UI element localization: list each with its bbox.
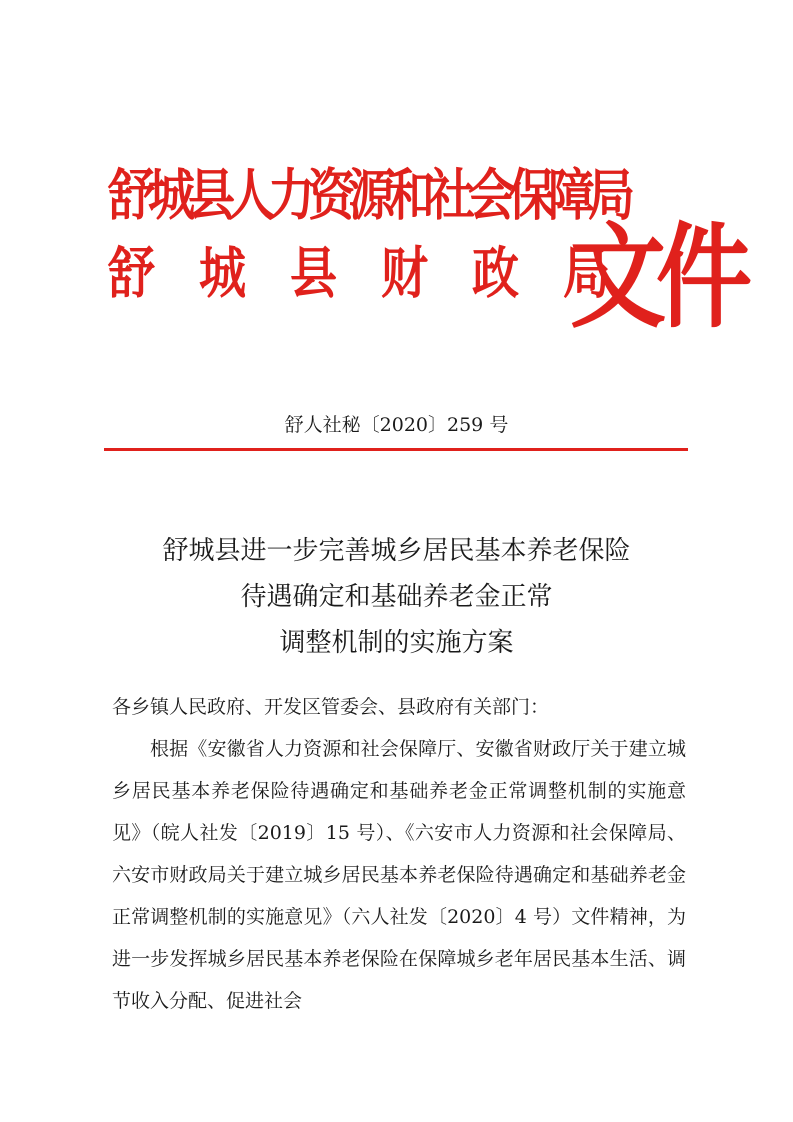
body-paragraph: 根据《安徽省人力资源和社会保障厅、安徽省财政厅关于建立城乡居民基本养老保险待遇确定和基础养老金正常调整机制的实施意见》（皖人社发〔2019〕15 号）、《六安市人力资源和社会保障局、六安市财政局关于建立城乡居民基本养老保险待遇确定和基础养老金正常调整机制的实施意见》（六人社发〔2020〕4 号）文件精神，为进一步发挥城乡居民基本养老保险在保障城乡老年居民基本生活、调节收入分配、促进社会 <box>112 738 686 1012</box>
issuer-line-2: 舒城县财政局 <box>108 241 654 307</box>
document-number: 舒人社秘〔2020〕259 号 <box>284 414 509 436</box>
title-line-3: 调整机制的实施方案 <box>279 628 514 658</box>
title-line-2: 待遇确定和基础养老金正常 <box>240 582 553 612</box>
document-title <box>0 528 793 666</box>
red-divider-rule <box>104 448 688 451</box>
document-header <box>108 148 742 344</box>
title-line-1: 舒城县进一步完善城乡居民基本养老保险 <box>162 536 631 566</box>
issuer-line-1: 舒城县人力资源和社会保障局 <box>108 163 628 229</box>
salutation: 各乡镇人民政府、开发区管委会、县政府有关部门： <box>112 696 550 718</box>
document-label: 文件 <box>570 211 742 344</box>
document-body <box>112 686 686 1022</box>
